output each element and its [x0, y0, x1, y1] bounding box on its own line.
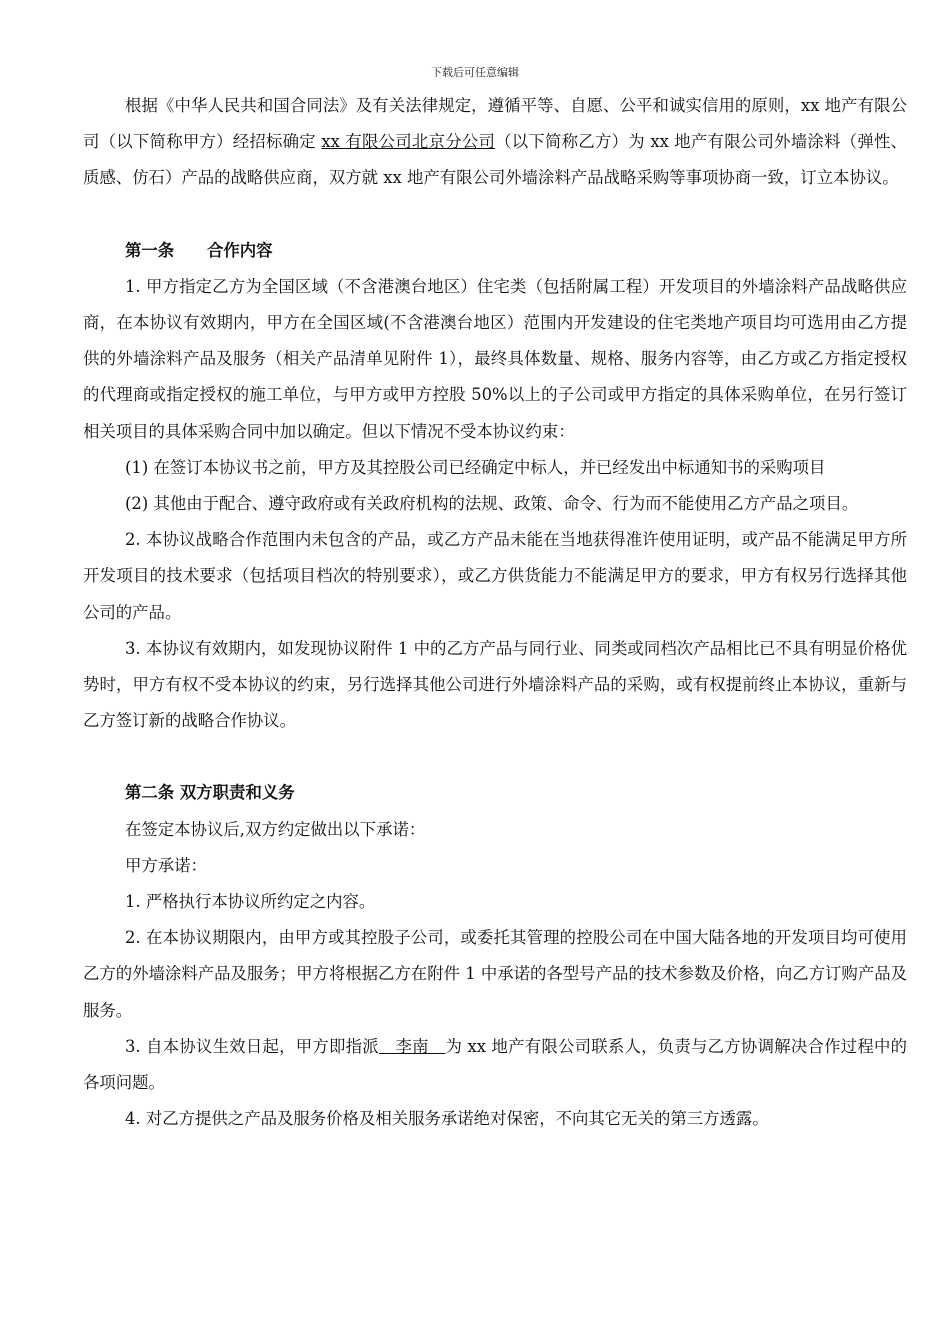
article-2-clause-3 — [83, 1029, 907, 1101]
spacer — [83, 739, 907, 775]
article-1-clause-2: 2. 本协议战略合作范围内未包含的产品，或乙方产品未能在当地获得准许使用证明，或产品不能满足甲方所开发项目的技术要求（包括项目档次的特别要求），或乙方供货能力不能满足甲方的要求，甲方有权另行选择其他公司的产品。 — [83, 530, 907, 622]
article-2-clause-2: 2. 在本协议期限内，由甲方或其控股子公司，或委托其管理的控股公司在中国大陆各地的开发项目均可使用乙方的外墙涂料产品及服务；甲方将根据乙方在附件 1 中承诺的各型号产品的技术参数及价格，向乙方订购产品及服务。 — [83, 928, 907, 1020]
clause-3-text-a: 3. 自本协议生效日起，甲方即指派 — [125, 1036, 379, 1056]
article-1-clause-1: 1. 甲方指定乙方为全国区域（不含港澳台地区）住宅类（包括附属工程）开发项目的外墙涂料产品战略供应商，在本协议有效期内，甲方在全国区域(不含港澳台地区）范围内开发建设的住宅类地产项目均可选用由乙方提供的外墙涂料产品及服务（相关产品清单见附件 1），最终具体数量、规格、服务内容等，由乙方或乙方指定授权的代理商或指定授权的施工单位，与甲方或甲方控股 50%以上的子公司或甲方指定的具体采购单位，在另行签订相关项目的具体采购合同中加以确定。但以下情况不受本协议约束： — [83, 276, 907, 441]
page-header-note: 下载后可任意编辑 — [431, 66, 519, 79]
article-1-item-2: (2) 其他由于配合、遵守政府或有关政府机构的法规、政策、命令、行为而不能使用乙方产品之项目。 — [125, 494, 859, 514]
contact-person: 李南 — [378, 1036, 446, 1056]
article-1-title: 第一条 合作内容 — [125, 240, 273, 260]
article-1-item-1: (1) 在签订本协议书之前，甲方及其控股公司已经确定中标人，并已经发出中标通知书的采购项目 — [125, 457, 826, 477]
article-2-clause-1: 1. 严格执行本协议所约定之内容。 — [125, 892, 376, 912]
intro-paragraph — [83, 88, 907, 197]
clause-3-text-b: 为 xx 地产有限公司联系人，负责与乙方协调解决合作过程中的各项问题。 — [83, 1036, 907, 1093]
article-1-clause-3: 3. 本协议有效期内，如发现协议附件 1 中的乙方产品与同行业、同类或同档次产品相比已不具有明显价格优势时，甲方有权不受本协议的约束，另行选择其他公司进行外墙涂料产品的采购，或有权提前终止本协议，重新与乙方签订新的战略合作协议。 — [83, 638, 907, 731]
supplier-name: xx 有限公司北京分公司 — [321, 132, 496, 152]
article-2-title: 第二条 双方职责和义务 — [125, 783, 295, 803]
article-2-clause-4: 4. 对乙方提供之产品及服务价格及相关服务承诺绝对保密，不向其它无关的第三方透露。 — [125, 1109, 769, 1129]
agreement-body — [83, 88, 907, 1137]
article-2-lead: 在签定本协议后,双方约定做出以下承诺： — [125, 819, 426, 839]
intro-text-2: （以下简称乙方）为 xx 地产有限公司外墙涂料（弹性、质感、仿石）产品的战略供应商，双方就 xx 地产有限公司外墙涂料产品战略采购等事项协商一致，订立本协议。 — [83, 132, 907, 188]
party-a-commitments-label: 甲方承诺： — [125, 855, 207, 875]
intro-text-1: 根据《中华人民共和国合同法》及有关法律规定，遵循平等、自愿、公平和诚实信用的原则，xx 地产有限公司（以下简称甲方）经招标确定 — [83, 96, 907, 152]
spacer — [83, 197, 907, 233]
